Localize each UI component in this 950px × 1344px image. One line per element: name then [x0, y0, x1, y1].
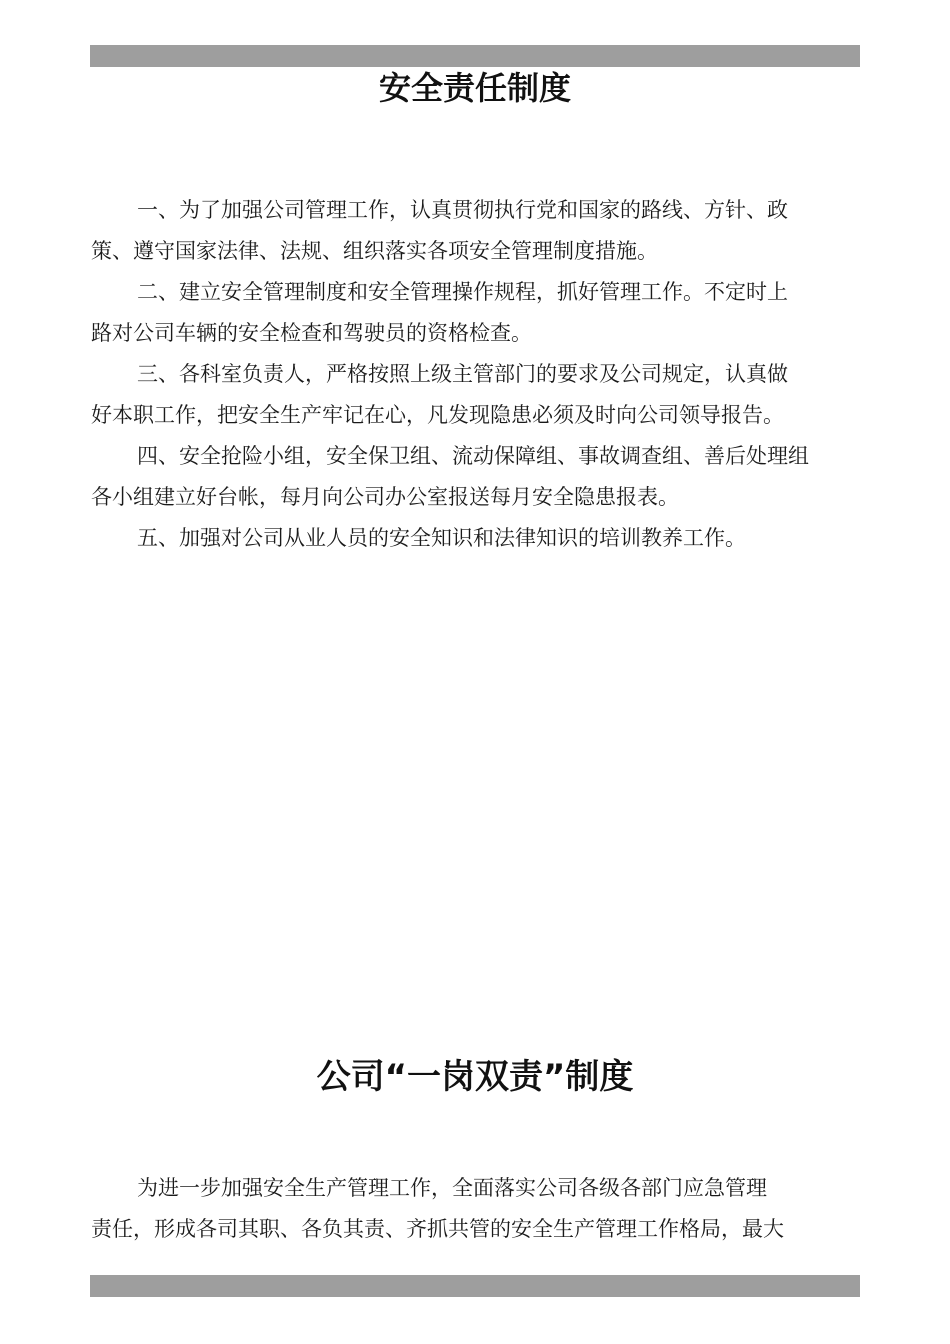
paragraph-4	[91, 436, 861, 518]
paragraph-line: 好本职工作，把安全生产牢记在心，凡发现隐患必须及时向公司领导报告。	[91, 403, 784, 427]
paragraph-line: 策、遵守国家法律、法规、组织落实各项安全管理制度措施。	[91, 239, 658, 263]
paragraph-line: 三、各科室负责人，严格按照上级主管部门的要求及公司规定，认真做	[137, 362, 788, 386]
paragraph-line: 路对公司车辆的安全检查和驾驶员的资格检查。	[91, 321, 532, 345]
paragraph-1	[91, 190, 861, 272]
paragraph-2	[91, 272, 861, 354]
section-body-safety-responsibility	[91, 190, 861, 559]
paragraph-line: 二、建立安全管理制度和安全管理操作规程，抓好管理工作。不定时上	[137, 280, 788, 304]
footer-rule-bar	[90, 1275, 860, 1297]
section-title-safety-responsibility: 安全责任制度	[378, 69, 571, 107]
section-body-one-post-dual-duty	[91, 1168, 861, 1250]
paragraph-5	[91, 518, 861, 559]
paragraph-line: 五、加强对公司从业人员的安全知识和法律知识的培训教养工作。	[137, 526, 746, 550]
paragraph-line: 为进一步加强安全生产管理工作，全面落实公司各级各部门应急管理	[137, 1176, 767, 1200]
section-title-one-post-dual-duty: 公司“一岗双责”制度	[316, 1057, 634, 1097]
paragraph-line: 各小组建立好台帐，每月向公司办公室报送每月安全隐患报表。	[91, 485, 679, 509]
paragraph-line: 一、为了加强公司管理工作，认真贯彻执行党和国家的路线、方针、政	[137, 198, 788, 222]
paragraph-line: 四、安全抢险小组，安全保卫组、流动保障组、事故调查组、善后处理组	[137, 444, 809, 468]
header-rule-bar	[90, 45, 860, 67]
paragraph-line: 责任，形成各司其职、各负其责、齐抓共管的安全生产管理工作格局，最大	[91, 1217, 784, 1241]
paragraph-3	[91, 354, 861, 436]
paragraph-intro	[91, 1168, 861, 1250]
